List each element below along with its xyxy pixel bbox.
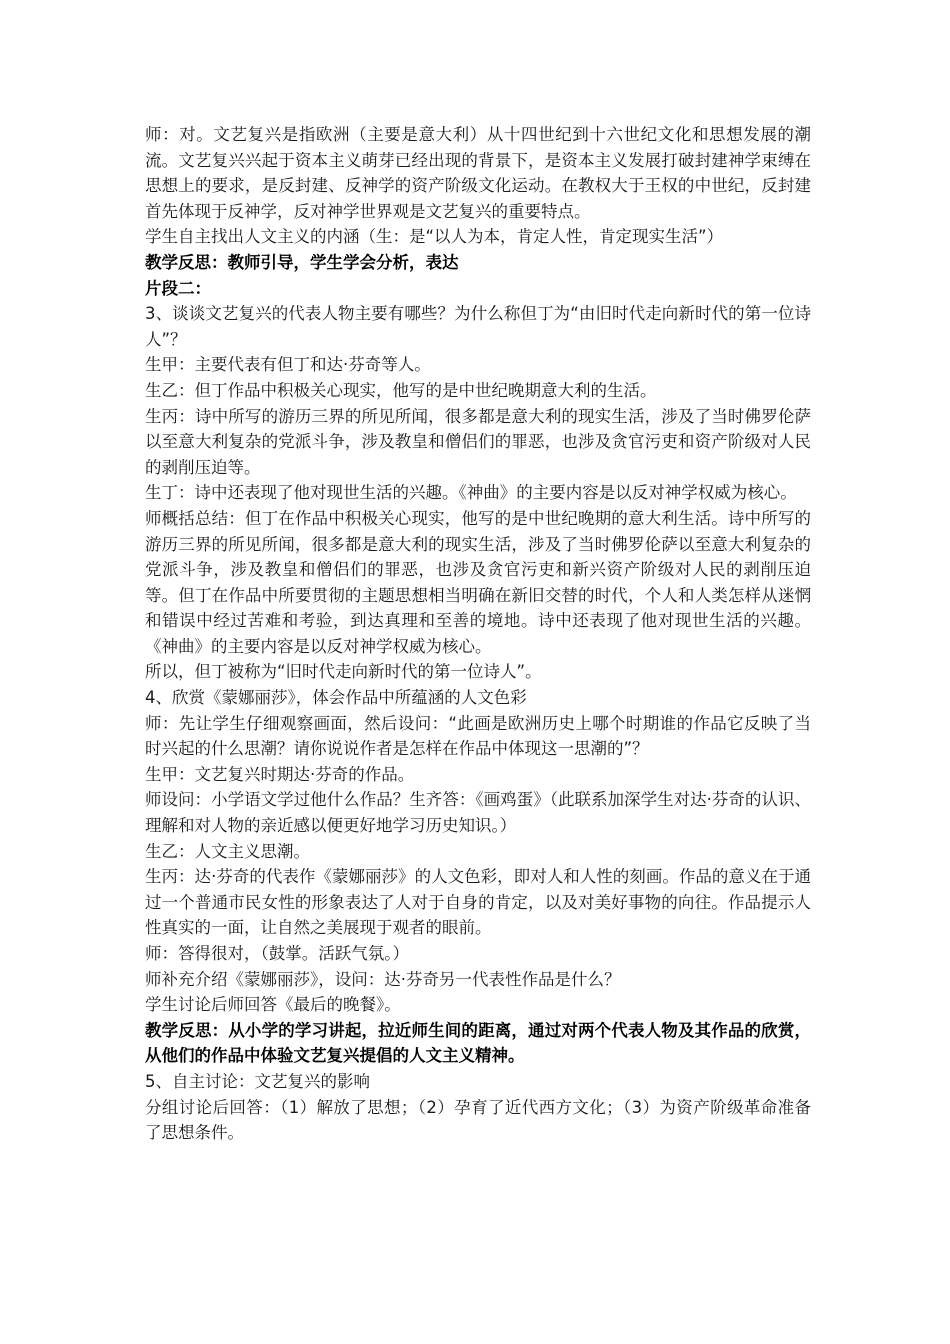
student-a-answer-2: 生甲：文艺复兴时期达·芬奇的作品。 [145,764,415,784]
teacher-praise: 师：答得很对，（鼓掌。活跃气氛。） [145,944,409,963]
paragraph-teacher-definition: 师：对。文艺复兴是指欧洲（主要是意大利）从十四世纪到十六世纪文化和思想发展的潮流。文艺复兴兴起于资本主义萌芽已经出现的背景下，是资本主义发展打破封建神学束缚在思想上的要求，是反封建、反神学的资产阶级文化运动。在教权大于王权的中世纪，反封建首先体现于反神学，反对神学世界观是文艺复兴的重要特点。 [145,125,811,221]
teacher-question-primary-school: 师设问：小学语文学过他什么作品？生齐答：《画鸡蛋》（此联系加深学生对达·芬奇的认识、理解和对人物的亲近感以便更好地学习历史知识。） [145,790,811,836]
teaching-reflection-2: 教学反思：从小学的学习讲起，拉近师生间的距离，通过对两个代表人物及其作品的欣赏，从他们的作品中体验文艺复兴提倡的人文主义精神。 [145,1020,811,1066]
student-c-answer-1: 生丙：诗中所写的游历三界的所见所闻，很多都是意大利的现实生活，涉及了当时佛罗伦萨以至意大利复杂的党派斗争，涉及教皇和僧侣们的罪恶，也涉及贪官污吏和资产阶级对人民的剥削压迫等。 [145,406,811,477]
teacher-supplement: 师补充介绍《蒙娜丽莎》，设问：达·芬奇另一代表性作品是什么？ [145,969,621,989]
section-heading-fragment-2: 片段二： [145,278,211,298]
student-c-answer-2: 生丙：达·芬奇的代表作《蒙娜丽莎》的人文色彩，即对人和人性的刻画。作品的意义在于通过一个普通市民女性的形象表达了人对于自身的肯定，以及对美好事物的向往。作品提示人性真实的一面，让自然之美展现于观者的眼前。 [145,867,811,938]
student-b-answer-2: 生乙：人文主义思潮。 [145,841,310,861]
paragraph-humanism-meaning: 学生自主找出人文主义的内涵（生：是“以人为本，肯定人性，肯定现实生活”） [145,227,724,247]
question-5: 5、自主讨论：文艺复兴的影响 [145,1071,370,1091]
student-b-answer-1: 生乙：但丁作品中积极关心现实，他写的是中世纪晚期意大利的生活。 [145,380,657,400]
teacher-summary: 师概括总结：但丁在作品中积极关心现实，他写的是中世纪晚期的意大利生活。诗中所写的游历三界的所见所闻，很多都是意大利的现实生活，涉及了当时佛罗伦萨以至意大利复杂的党派斗争，涉及教皇和僧侣们的罪恶，也涉及贪官污吏和新兴资产阶级对人民的剥削压迫等。但丁在作品中所要贯彻的主题思想相当明确在新旧交替的时代，个人和人类怎样从迷惘和错误中经过苦难和考验，到达真理和至善的境地。诗中还表现了他对现世生活的兴趣。《神曲》的主要内容是以反对神学权威为核心。 [145,508,811,656]
question-4: 4、欣赏《蒙娜丽莎》，体会作品中所蕴涵的人文色彩 [145,688,527,708]
student-d-answer-1: 生丁：诗中还表现了他对现世生活的兴趣。《神曲》的主要内容是以反对神学权威为核心。 [145,483,797,503]
teacher-question-mona-lisa: 师：先让学生仔细观察画面，然后设问：“此画是欧洲历史上哪个时期谁的作品它反映了当时兴起的什么思潮？请你说说作者是怎样在作品中体现这一思潮的”？ [145,713,811,759]
document-page [145,122,811,1146]
student-a-answer-1: 生甲：主要代表有但丁和达·芬奇等人。 [145,355,431,375]
conclusion-dante: 所以，但丁被称为“旧时代走向新时代的第一位诗人”。 [145,662,542,682]
question-3: 3、谈谈文艺复兴的代表人物主要有哪些？为什么称但丁为“由旧时代走向新时代的第一位诗人”？ [145,304,811,349]
student-discussion-answer: 学生讨论后师回答《最后的晚餐》。 [145,995,401,1015]
group-discussion-answer: 分组讨论后回答：（1）解放了思想；（2）孕育了近代西方文化；（3）为资产阶级革命准备了思想条件。 [145,1097,811,1143]
teaching-reflection-1: 教学反思：教师引导，学生学会分析，表达 [145,252,459,272]
